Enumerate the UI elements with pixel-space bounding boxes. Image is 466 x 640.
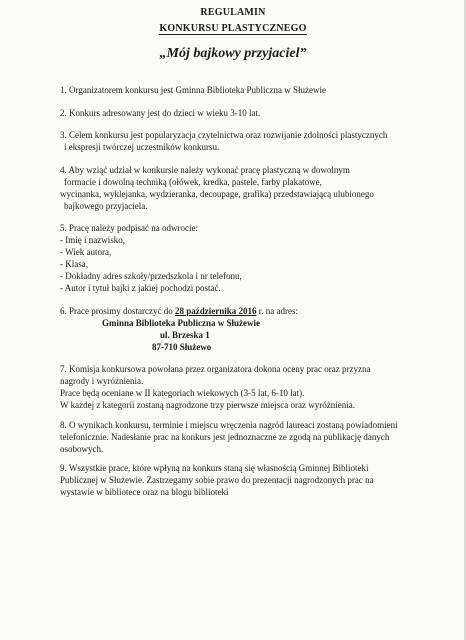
item-9-line-2: Publicznej w Służewie. Zastrzegamy sobie prawo do prezentacji nagrodzonych prac na [60,475,374,485]
item-2 [60,107,390,119]
item-5-line-2: - Imię i nazwisko, [60,235,125,245]
item-3-line-2: i ekspresji twórczej uczestników konkursu. [64,142,220,152]
item-2-line: 2. Konkurs adresowany jest do dzieci w wieku 3-10 lat. [60,108,261,118]
address-library: Gminna Biblioteka Publiczna w Służewie [102,318,261,328]
address-street: ul. Brzeska 1 [160,330,210,340]
address-postal: 87-710 Służewo [152,342,212,352]
item-5-line-1: 5. Pracę należy podpisać na odwrocie: [60,223,198,233]
item-4-line-2: formacie i dowolną techniką (ołówek, kredka, pastele, farby plakatowe, [64,177,322,187]
item-4-line-1: 4. Aby wziąć udział w konkursie należy wykonać pracę plastyczną w dowolnym [60,165,350,175]
item-7-line-1: 7. Komisja konkursowa powołana przez organizatora dokona oceny prac oraz przyzna [60,364,371,374]
item-1 [60,84,390,96]
item-9-line-3: wystawie w bibliotece oraz na blogu biblioteki [60,487,229,497]
item-6-text-pre: 6. Prace prosimy dostarczyć do [60,306,175,316]
item-4-line-4: bajkowego przyjaciela. [64,201,148,211]
item-4 [60,164,390,212]
item-8 [60,419,398,455]
header-regulamin: REGULAMIN [200,7,266,18]
item-5 [60,222,390,294]
deadline-date: 28 października 2016 [174,306,257,316]
item-7-line-3: Prace będą oceniane w II kategoriach wiekowych (3-5 lat, 6-10 lat). [60,388,305,398]
item-7-line-2: nagrody i wyróżnienia. [60,376,144,386]
item-5-line-3: - Wiek autora, [60,247,112,257]
item-9 [60,462,390,498]
item-6-line-1 [60,305,390,317]
item-5-line-4: - Klasa, [60,259,88,269]
item-3-line-1: 3. Celem konkursu jest popularyzacja czytelnictwa oraz rozwijanie zdolności plastycznych [60,130,388,140]
item-8-line-3: osobowych. [60,444,104,454]
contest-title: „Mój bajkowy przyjaciel” [159,46,307,61]
item-1-line: 1. Organizatorem konkursu jest Gminna Biblioteka Publiczna w Służewie [60,85,327,95]
item-6-text-post: r. na adres: [256,306,298,316]
item-8-line-2: telefonicznie. Nadesłanie prac na konkurs jest jednoznaczne ze zgodą na publikację danych [60,432,390,442]
item-9-line-1: 9. Wszystkie prace, które wpłyną na konkurs staną się własnością Gminnej Biblioteki [60,463,369,473]
item-5-line-6: - Autor i tytuł bajki z jakiej pochodzi postać. [60,283,221,293]
item-4-line-3: wycinanka, wyklejanka, wydzieranka, decoupage, grafika) przedstawiającą ulubionego [60,189,374,199]
item-7-line-4: W każdej z kategorii zostaną nagrodzone trzy pierwsze miejsca oraz wyróżnienia. [60,400,355,410]
item-8-line-1: 8. O wynikach konkursu, terminie i miejscu wręczenia nagród laureaci zostaną powiadomieni [60,420,398,430]
header-konkurs: KONKURSU PLASTYCZNEGO [159,23,307,34]
item-3 [60,129,390,153]
item-7 [60,363,390,411]
item-5-line-5: - Dokładny adres szkoły/przedszkola i nr telefonu, [60,271,242,281]
item-6 [60,305,390,353]
document-header [0,7,466,36]
